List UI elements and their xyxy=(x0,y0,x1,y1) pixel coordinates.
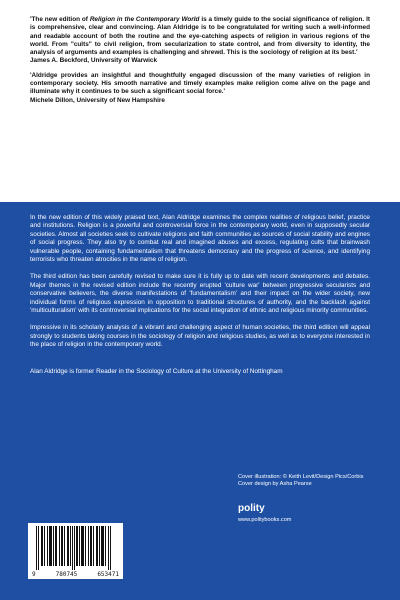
isbn-lead-digit: 9 xyxy=(32,571,36,578)
isbn-number xyxy=(28,571,123,578)
publisher-logo: polity xyxy=(238,503,265,514)
review-quote-1 xyxy=(30,16,370,57)
design-credit: Cover design by Asha Pearse xyxy=(238,481,312,488)
quote-2-attribution: Michele Dillon, University of New Hampshire xyxy=(30,96,165,104)
quote-1-text-end: is a timely guide to the social significance of religion. It is comprehensive, clear and convincing. Alan Aldridge is to be congratulated for writing such a well-informed and readable account of both the routine and the eye-catching aspects of religion in various regions of the world. From "cults" to civil religion, from secularization to state control, and from diversity to identity, the analysis of arguments and examples is challenging and shrewd. This is the sociology of religion at its best.' xyxy=(30,16,370,57)
isbn-group-2: 653471 xyxy=(97,571,119,578)
quote-1-attribution: James A. Beckford, University of Warwick xyxy=(30,57,158,65)
blurb-paragraph-2: The third edition has been carefully revised to make sure it is fully up to date with recent developments and debates. Major themes in the revised edition include the recently erupted 'culture war' between progressive secularists and conservative believers, the diverse manifestations of 'fundamentalism' and their impact on the wider society, new individual forms of religious expression in opposition to traditional structures of authority, and the backlash against 'multiculturalism' with its controversial implications for the social integration of ethnic and religious minority communities. xyxy=(30,273,370,315)
author-note: Alan Aldridge is former Reader in the Sociology of Culture at the University of Nottingham xyxy=(30,367,283,375)
quote-2-text: 'Aldridge provides an insightful and thoughtfully engaged discussion of the many varieties of religion in contemporary society. His smooth narrative and timely examples make religion come alive on the page and illuminate why it continues to be such a significant social force.' xyxy=(30,71,370,96)
blurb-paragraph-3: Impressive in its scholarly analysis of a vibrant and challenging aspect of human societies, the third edition will appeal strongly to students taking courses in the sociology of religion and religious studies, as well as to everyone interested in the place of religion in the contemporary world. xyxy=(30,324,370,349)
barcode-icon xyxy=(28,523,123,571)
illustration-credit: Cover illustration: © Keith Levit/Design Pics/Corbis xyxy=(238,474,364,480)
quote-1-text-start: 'The new edition of xyxy=(30,16,90,23)
review-quotes-section xyxy=(0,0,400,202)
isbn-group-1: 780745 xyxy=(55,571,78,578)
publisher-website: www.politybooks.com xyxy=(238,517,292,523)
review-quote-2 xyxy=(30,72,370,97)
cover-credits xyxy=(238,474,388,489)
quote-1-book-title: Religion in the Contemporary World xyxy=(89,16,200,23)
blurb-paragraph-1: In the new edition of this widely praised text, Alan Aldridge examines the complex realities of religious belief, practice and institutions. Religion is a powerful and controversial force in the contemporary world, even in supposedly secular societies. Almost all societies seek to cultivate religions and faith communities as sources of social stability and engines of social progress. They also try to combat real and imagined abuses and excess, regulating cults that brainwash vulnerable people, containing fundamentalism that threatens democracy and the progress of science, and identifying terrorists who threaten atrocities in the name of religion. xyxy=(30,214,370,264)
